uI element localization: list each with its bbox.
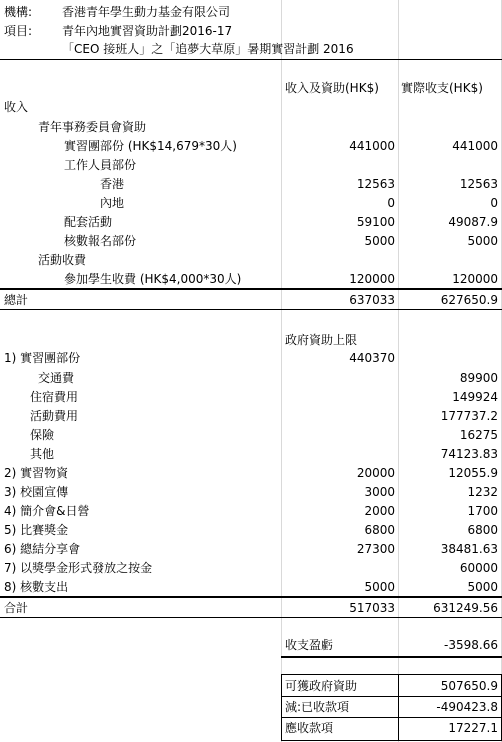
exp-materials-actual: 12055.9	[448, 466, 498, 480]
exp-materials-row	[0, 463, 502, 483]
mainland-income: 0	[387, 196, 395, 210]
exp-promotion-actual: 1232	[467, 485, 498, 499]
exp-scholarship-actual: 60000	[459, 561, 498, 575]
exp-prize-actual: 6800	[467, 523, 498, 537]
hk-income: 12563	[356, 177, 395, 191]
balance-row	[0, 635, 502, 655]
staff-dept-row	[0, 155, 502, 175]
receivable-row	[0, 718, 502, 738]
exp-insurance-actual: 16275	[459, 428, 498, 442]
less-received-value: -490423.8	[436, 700, 498, 714]
mainland-row	[0, 193, 502, 213]
exp-promotion-label: 3) 校園宣傳	[4, 485, 69, 499]
exp-promotion-limit: 3000	[364, 485, 395, 499]
intern-dept-row	[0, 136, 502, 156]
exp-sharing-limit: 27300	[356, 542, 395, 556]
org-row	[0, 2, 502, 22]
income-total-income: 637033	[349, 293, 395, 307]
hk-actual: 12563	[459, 177, 498, 191]
receivable-value: 17227.1	[448, 721, 498, 735]
subtitle-underline	[0, 59, 502, 60]
less-received-row	[0, 697, 502, 717]
matching-label: 配套活動	[64, 215, 113, 229]
exp-transport-row	[0, 368, 502, 388]
exp-scholarship-label: 7) 以獎學金形式發放之按金	[4, 561, 153, 575]
less-received-label: 減:已收款項	[285, 700, 350, 714]
exp-transport-actual: 89900	[459, 371, 498, 385]
balance-underline	[281, 656, 502, 658]
org-label: 機構:	[4, 5, 33, 19]
exp-materials-limit: 20000	[356, 466, 395, 480]
exp-other-label: 其他	[30, 447, 55, 461]
intern-dept-income: 441000	[349, 139, 395, 153]
exp-transport-label: 交通費	[38, 371, 75, 385]
income-section-label: 收入	[4, 100, 29, 114]
exp-prize-label: 5) 比賽獎金	[4, 523, 69, 537]
balance-value: -3598.66	[444, 638, 498, 652]
exp-audit-row	[0, 577, 502, 597]
exp-lodging-actual: 149924	[452, 390, 498, 404]
activity-fee-row	[0, 250, 502, 270]
expense-total-underline	[0, 617, 502, 618]
income-total-row	[0, 290, 502, 310]
receivable-label: 應收款項	[285, 721, 334, 735]
exp-briefing-actual: 1700	[467, 504, 498, 518]
subtitle: 「CEO 接班人」之「追夢大草原」暑期實習計劃 2016	[62, 42, 354, 56]
exp-other-row	[0, 444, 502, 464]
column-header-row	[0, 78, 502, 98]
gov-funding-row	[0, 676, 502, 696]
matching-actual: 49087.9	[448, 215, 498, 229]
income-column-header: 收入及資助(HK$)	[285, 81, 379, 95]
expense-total-actual: 631249.56	[433, 601, 498, 615]
exp-prize-limit: 6800	[364, 523, 395, 537]
audit-income-label: 核數報名部份	[64, 234, 137, 248]
project-value: 青年內地實習資助計劃2016-17	[62, 24, 233, 38]
exp-materials-label: 2) 實習物資	[4, 466, 69, 480]
staff-dept-label: 工作人員部份	[64, 158, 137, 172]
balance-label: 收支盈虧	[285, 638, 334, 652]
exp-promotion-row	[0, 482, 502, 502]
exp-intern-label: 1) 實習團部份	[4, 351, 81, 365]
exp-audit-label: 8) 核數支出	[4, 580, 69, 594]
activity-fee-label: 活動收費	[38, 253, 87, 267]
exp-scholarship-row	[0, 558, 502, 578]
intern-dept-actual: 441000	[452, 139, 498, 153]
exp-lodging-label: 住宿費用	[30, 390, 79, 404]
exp-sharing-actual: 38481.63	[440, 542, 498, 556]
income-section-row	[0, 97, 502, 117]
exp-other-actual: 74123.83	[440, 447, 498, 461]
subtitle-row	[0, 39, 502, 59]
exp-activity-label: 活動費用	[30, 409, 79, 423]
gov-funding-value: 507650.9	[440, 679, 498, 693]
youth-committee-row	[0, 117, 502, 137]
matching-row	[0, 212, 502, 232]
income-total-actual: 627650.9	[440, 293, 498, 307]
hk-row	[0, 174, 502, 194]
student-fee-row	[0, 269, 502, 289]
exp-briefing-row	[0, 501, 502, 521]
gov-limit-header-row	[0, 330, 502, 350]
exp-sharing-label: 6) 總結分享會	[4, 542, 81, 556]
income-total-underline	[0, 309, 502, 310]
exp-briefing-label: 4) 簡介會&日營	[4, 504, 90, 518]
exp-activity-actual: 177737.2	[440, 409, 498, 423]
expense-total-label: 合計	[4, 601, 29, 615]
exp-intern-limit: 440370	[349, 351, 395, 365]
mainland-actual: 0	[490, 196, 498, 210]
exp-briefing-limit: 2000	[364, 504, 395, 518]
intern-dept-label: 實習團部份 (HK$14,679*30人)	[64, 139, 237, 153]
project-row	[0, 21, 502, 41]
audit-income-income: 5000	[364, 234, 395, 248]
exp-insurance-row	[0, 425, 502, 445]
exp-insurance-label: 保險	[30, 428, 55, 442]
actual-column-header: 實際收支(HK$)	[401, 81, 483, 95]
youth-committee-label: 青年事務委員會資助	[38, 120, 147, 134]
exp-activity-row	[0, 406, 502, 426]
hk-label: 香港	[100, 177, 125, 191]
project-label: 項目:	[4, 24, 33, 38]
exp-audit-actual: 5000	[467, 580, 498, 594]
gov-funding-label: 可獲政府資助	[285, 679, 358, 693]
student-fee-label: 參加學生收費 (HK$4,000*30人)	[64, 272, 242, 286]
student-fee-income: 120000	[349, 272, 395, 286]
exp-audit-limit: 5000	[364, 580, 395, 594]
matching-income: 59100	[356, 215, 395, 229]
exp-prize-row	[0, 520, 502, 540]
org-value: 香港青年學生動力基金有限公司	[62, 5, 231, 19]
expense-total-row	[0, 598, 502, 618]
gov-limit-column-header: 政府資助上限	[285, 333, 358, 347]
student-fee-actual: 120000	[452, 272, 498, 286]
mainland-label: 內地	[100, 196, 125, 210]
exp-intern-row	[0, 348, 502, 368]
exp-sharing-row	[0, 539, 502, 559]
audit-income-actual: 5000	[467, 234, 498, 248]
income-total-label: 總計	[4, 293, 29, 307]
audit-income-row	[0, 231, 502, 251]
expense-total-limit: 517033	[349, 601, 395, 615]
exp-lodging-row	[0, 387, 502, 407]
